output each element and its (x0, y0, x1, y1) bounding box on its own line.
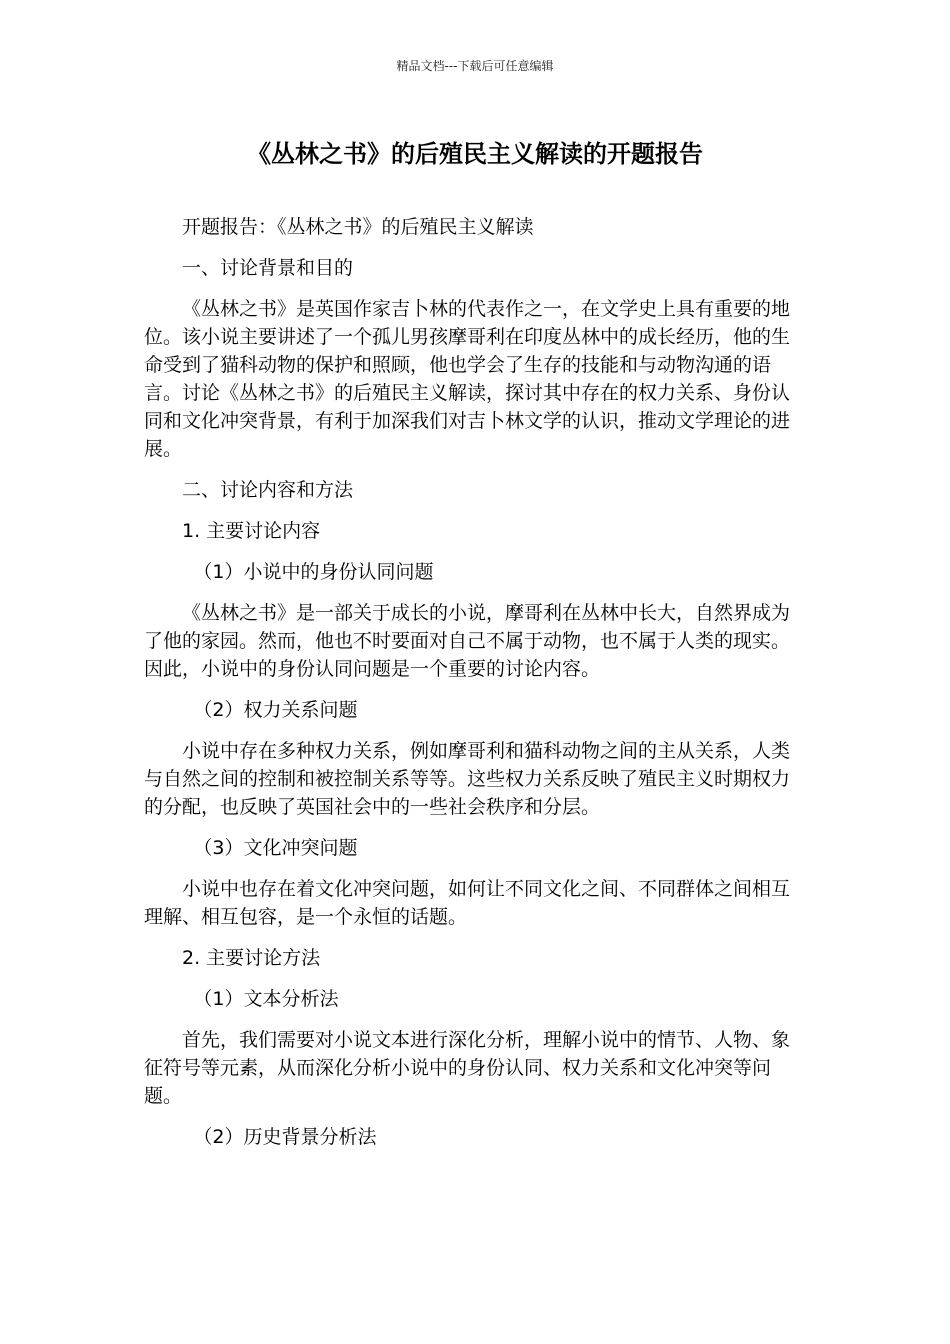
item-heading-power: （2）权力关系问题 (193, 699, 358, 721)
section-heading-background: 一、讨论背景和目的 (182, 257, 354, 279)
document-body (144, 213, 806, 1164)
subsection-heading-content: 1. 主要讨论内容 (182, 520, 321, 542)
item-heading-identity: （1）小说中的身份认同问题 (193, 561, 434, 583)
body-paragraph: 《丛林之书》是一部关于成长的小说，摩哥利在丛林中长大，自然界成为了他的家园。然而，他也不时要面对自己不属于动物，也不属于人类的现实。因此，小说中的身份认同问题是一个重要的讨论内容。 (144, 602, 791, 680)
body-paragraph: 小说中也存在着文化冲突问题，如何让不同文化之间、不同群体之间相互理解、相互包容，是一个永恒的话题。 (144, 878, 791, 928)
report-subtitle: 开题报告：《丛林之书》的后殖民主义解读 (182, 216, 534, 238)
item-heading-history-analysis: （2）历史背景分析法 (193, 1126, 377, 1148)
page-header: 精品文档---下载后可任意编辑 (396, 59, 554, 73)
body-paragraph: 《丛林之书》是英国作家吉卜林的代表作之一，在文学史上具有重要的地位。该小说主要讲述了一个孤儿男孩摩哥利在印度丛林中的成长经历，他的生命受到了猫科动物的保护和照顾，他也学会了生存的技能和与动物沟通的语言。讨论《丛林之书》的后殖民主义解读，探讨其中存在的权力关系、身份认同和文化冲突背景，有利于加深我们对吉卜林文学的认识，推动文学理论的进展。 (144, 298, 791, 460)
body-paragraph: 首先，我们需要对小说文本进行深化分析，理解小说中的情节、人物、象征符号等元素，从而深化分析小说中的身份认同、权力关系和文化冲突等问题。 (144, 1029, 791, 1107)
item-heading-text-analysis: （1）文本分析法 (193, 988, 339, 1010)
body-paragraph: 小说中存在多种权力关系，例如摩哥利和猫科动物之间的主从关系，人类与自然之间的控制和被控制关系等等。这些权力关系反映了殖民主义时期权力的分配，也反映了英国社会中的一些社会秩序和分层。 (144, 740, 791, 818)
document-title: 《丛林之书》的后殖民主义解读的开题报告 (247, 140, 703, 168)
subsection-heading-methods: 2. 主要讨论方法 (182, 947, 321, 969)
item-heading-culture: （3）文化冲突问题 (193, 837, 358, 859)
section-heading-content-method: 二、讨论内容和方法 (182, 479, 354, 501)
